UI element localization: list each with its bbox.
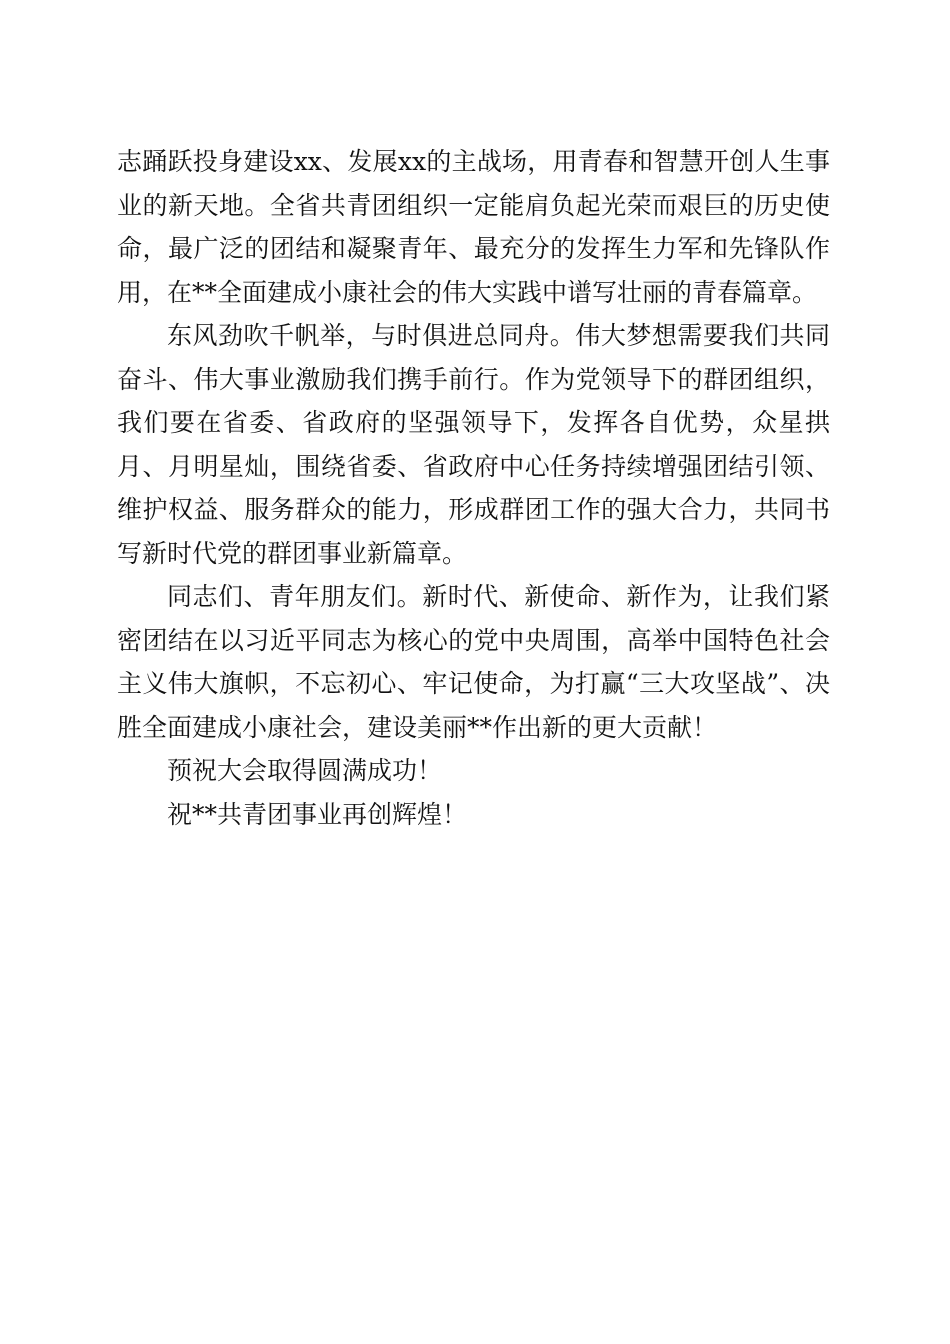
paragraph-wish-glory: 祝**共青团事业再创辉煌！ (167, 799, 468, 829)
paragraph-wish-success: 预祝大会取得圆满成功！ (167, 756, 443, 785)
paragraph-east-wind: 东风劲吹千帆举，与时俱进总同舟。伟大梦想需要我们共同奋斗、伟大事业激励我们携手前行。作为党领导下的群团组织，我们要在省委、省政府的坚强领导下，发挥各自优势，众星拱月、月明星灿，围绕省委、省政府中心任务持续增强团结引领、维护权益、服务群众的能力，形成群团工作的强大合力，共同书写新时代党的群团事业新篇章。 (117, 321, 830, 568)
document-body (117, 140, 830, 836)
paragraph-continuation: 志踊跃投身建设xx、发展xx的主战场，用青春和智慧开创人生事业的新天地。全省共青团组织一定能肩负起光荣而艰巨的历史使命，最广泛的团结和凝聚青年、最充分的发挥生力军和先锋队作用，在**全面建成小康社会的伟大实践中谱写壮丽的青春篇章。 (117, 147, 830, 307)
paragraph-comrades: 同志们、青年朋友们。新时代、新使命、新作为，让我们紧密团结在以习近平同志为核心的党中央周围，高举中国特色社会主义伟大旗帜，不忘初心、牢记使命，为打赢“三大攻坚战”、决胜全面建成小康社会，建设美丽**作出新的更大贡献！ (117, 582, 830, 742)
